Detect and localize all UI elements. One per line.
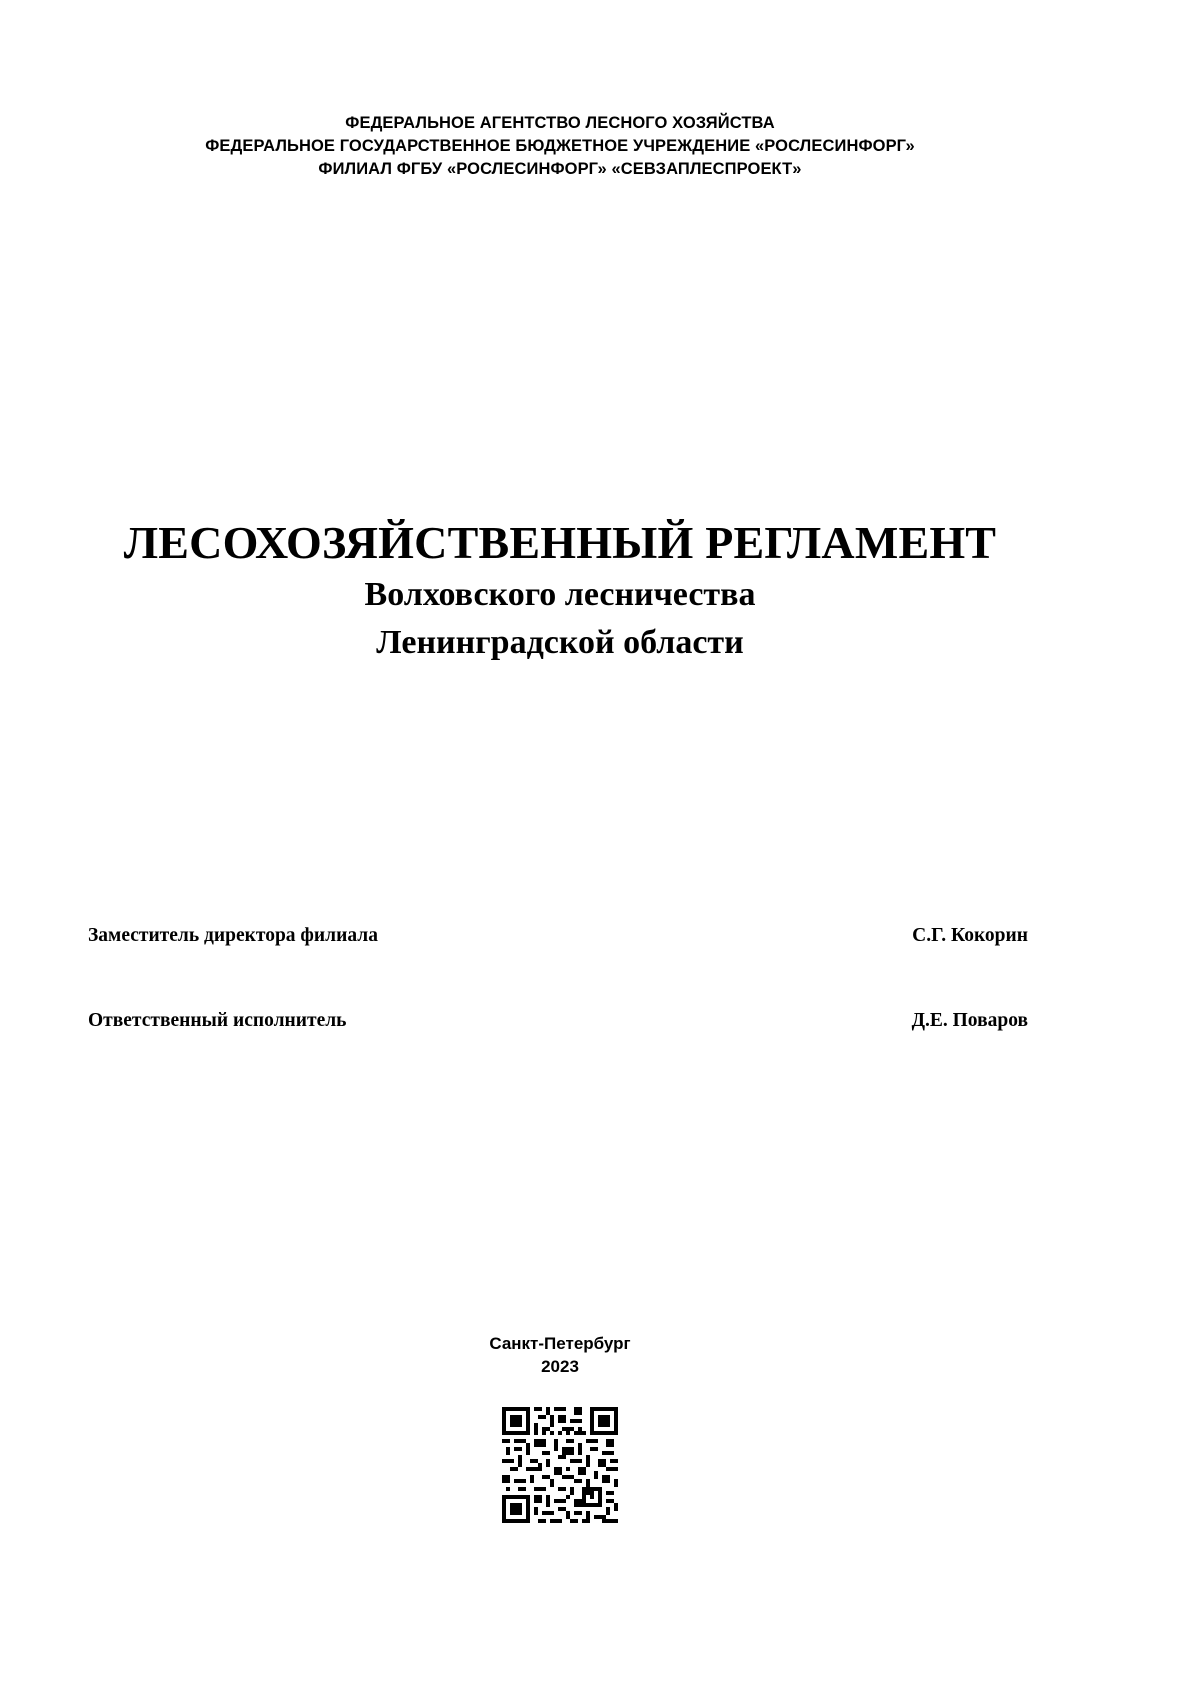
header-line-institution: ФЕДЕРАЛЬНОЕ ГОСУДАРСТВЕННОЕ БЮДЖЕТНОЕ УЧРЕЖДЕНИЕ «РОСЛЕСИНФОРГ»	[205, 137, 915, 155]
signatory-name: С.Г. Кокорин	[912, 925, 1028, 946]
signatory-role: Ответственный исполнитель	[88, 1010, 347, 1031]
publication-footer	[0, 1332, 1120, 1378]
signatory-role: Заместитель директора филиала	[88, 925, 378, 946]
header-line-branch: ФИЛИАЛ ФГБУ «РОСЛЕСИНФОРГ» «СЕВЗАПЛЕСПРОЕКТ»	[318, 160, 802, 178]
publication-city: Санкт-Петербург	[489, 1334, 631, 1353]
document-subtitle-region: Ленинградской области	[376, 624, 744, 661]
document-title-block	[0, 515, 1120, 667]
document-subtitle-forestry: Волховского лесничества	[364, 576, 756, 613]
publication-year: 2023	[541, 1357, 579, 1376]
agency-header	[0, 112, 1120, 181]
document-title: ЛЕСОХОЗЯЙСТВЕННЫЙ РЕГЛАМЕНТ	[123, 517, 997, 568]
qr-code-icon	[502, 1407, 618, 1523]
header-line-agency: ФЕДЕРАЛЬНОЕ АГЕНТСТВО ЛЕСНОГО ХОЗЯЙСТВА	[345, 114, 775, 132]
signatory-name: Д.Е. Поваров	[911, 1010, 1028, 1031]
